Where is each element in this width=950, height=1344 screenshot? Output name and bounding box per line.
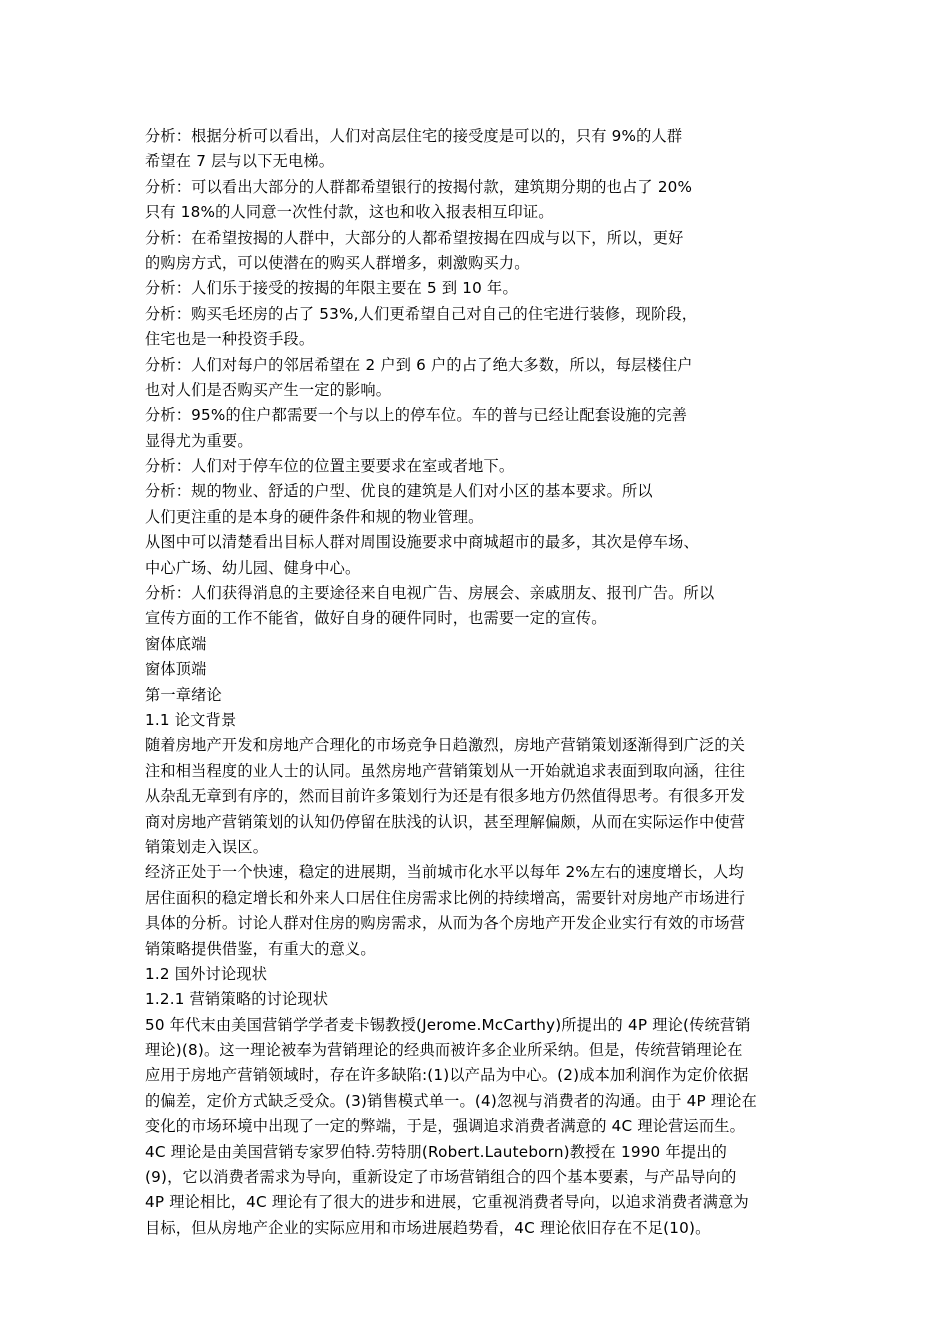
text-line: 注和相当程度的业人士的认同。虽然房地产营销策划从一开始就追求表面到取向涵，往往 bbox=[145, 761, 746, 780]
text-line: 住宅也是一种投资手段。 bbox=[145, 330, 315, 349]
text-line: 从图中可以清楚看出目标人群对周围设施要求中商城超市的最多，其次是停车场、 bbox=[145, 533, 699, 552]
text-line: 分析：人们乐于接受的按揭的年限主要在 5 到 10 年。 bbox=[145, 279, 518, 298]
text-line: 分析：根据分析可以看出，人们对高层住宅的接受度是可以的，只有 9%的人群 bbox=[145, 127, 683, 145]
text-line: 分析：人们对每户的邻居希望在 2 户到 6 户的占了绝大多数，所以，每层楼住户 bbox=[145, 355, 693, 374]
text-line: 变化的市场环境中出现了一定的弊端，于是，强调追求消费者满意的 4C 理论营运而生。 bbox=[145, 1117, 746, 1136]
text-line: 商对房地产营销策划的认知仍停留在肤浅的认识，甚至理解偏颇，从而在实际运作中使营 bbox=[145, 812, 746, 831]
text-line: 从杂乱无章到有序的，然而目前许多策划行为还是有很多地方仍然值得思考。有很多开发 bbox=[145, 787, 746, 806]
text-line: 窗体顶端 bbox=[145, 660, 207, 679]
text-line: 居住面积的稳定增长和外来人口居住住房需求比例的持续增高，需要针对房地产市场进行 bbox=[145, 888, 746, 907]
text-line: 销策略提供借鉴，有重大的意义。 bbox=[145, 939, 376, 958]
text-line: 的偏差，定价方式缺乏受众。(3)销售模式单一。(4)忽视与消费者的沟通。由于 4P 理论在 bbox=[145, 1091, 758, 1110]
text-line: 经济正处于一个快速，稳定的进展期，当前城市化水平以每年 2%左右的速度增长，人均 bbox=[145, 863, 744, 882]
text-line: 应用于房地产营销领域时，存在许多缺陷:(1)以产品为中心。(2)成本加利润作为定价依据 bbox=[145, 1066, 749, 1085]
text-line: 分析：在希望按揭的人群中，大部分的人都希望按揭在四成与以下，所以，更好 bbox=[145, 228, 684, 247]
text-line: 理论)(8)。这一理论被奉为营销理论的经典而被许多企业所采纳。但是，传统营销理论在 bbox=[145, 1041, 743, 1060]
text-line: 分析：人们对于停车位的位置主要要求在室或者地下。 bbox=[145, 457, 515, 476]
text-line: 50 年代末由美国营销学学者麦卡锡教授(Jerome.McCarthy)所提出的 4P 理论(传统营销 bbox=[145, 1015, 751, 1034]
text-line: 分析：可以看出大部分的人群都希望银行的按揭付款，建筑期分期的也占了 20% bbox=[145, 177, 693, 196]
text-line: 只有 18%的人同意一次性付款，这也和收入报表相互印证。 bbox=[145, 203, 554, 222]
text-line: 4P 理论相比，4C 理论有了很大的进步和进展，它重视消费者导向，以追求消费者满意为 bbox=[145, 1193, 749, 1212]
text-line: 也对人们是否购买产生一定的影响。 bbox=[145, 380, 392, 399]
text-line: 目标，但从房地产企业的实际应用和市场进展趋势看，4C 理论依旧存在不足(10)。 bbox=[145, 1218, 711, 1237]
text-line: 窗体底端 bbox=[145, 634, 207, 653]
text-line: 希望在 7 层与以下无电梯。 bbox=[145, 152, 335, 171]
text-line: 的购房方式，可以使潜在的购买人群增多，刺激购买力。 bbox=[145, 253, 530, 272]
text-line: (9)，它以消费者需求为导向，重新设定了市场营销组合的四个基本要素，与产品导向的 bbox=[145, 1168, 737, 1187]
text-line: 1.2.1 营销策略的讨论现状 bbox=[145, 990, 329, 1009]
text-line: 销策划走入误区。 bbox=[145, 837, 269, 856]
text-line: 人们更注重的是本身的硬件条件和规的物业管理。 bbox=[145, 507, 484, 526]
text-line: 具体的分析。讨论人群对住房的购房需求，从而为各个房地产开发企业实行有效的市场营 bbox=[145, 914, 746, 933]
text-line: 分析：95%的住户都需要一个与以上的停车位。车的普与已经让配套设施的完善 bbox=[145, 406, 688, 425]
text-line: 随着房地产开发和房地产合理化的市场竞争日趋激烈，房地产营销策划逐渐得到广泛的关 bbox=[145, 736, 746, 755]
text-line: 宣传方面的工作不能省，做好自身的硬件同时，也需要一定的宣传。 bbox=[145, 609, 607, 628]
text-line: 4C 理论是由美国营销专家罗伯特.劳特朋(Robert.Lauteborn)教授在 1990 年提出的 bbox=[145, 1142, 727, 1161]
text-line: 1.2 国外讨论现状 bbox=[145, 964, 268, 983]
text-line: 分析：规的物业、舒适的户型、优良的建筑是人们对小区的基本要求。所以 bbox=[145, 482, 653, 501]
text-line: 分析：购买毛坯房的占了 53%,人们更希望自己对自己的住宅进行装修，现阶段， bbox=[145, 304, 698, 323]
document-body bbox=[145, 124, 820, 1241]
text-line: 显得尤为重要。 bbox=[145, 431, 253, 450]
text-line: 第一章绪论 bbox=[145, 685, 222, 704]
text-line: 中心广场、幼儿园、健身中心。 bbox=[145, 558, 361, 577]
text-line: 分析：人们获得消息的主要途径来自电视广告、房展会、亲戚朋友、报刊广告。所以 bbox=[145, 584, 715, 603]
text-line: 1.1 论文背景 bbox=[145, 710, 237, 729]
